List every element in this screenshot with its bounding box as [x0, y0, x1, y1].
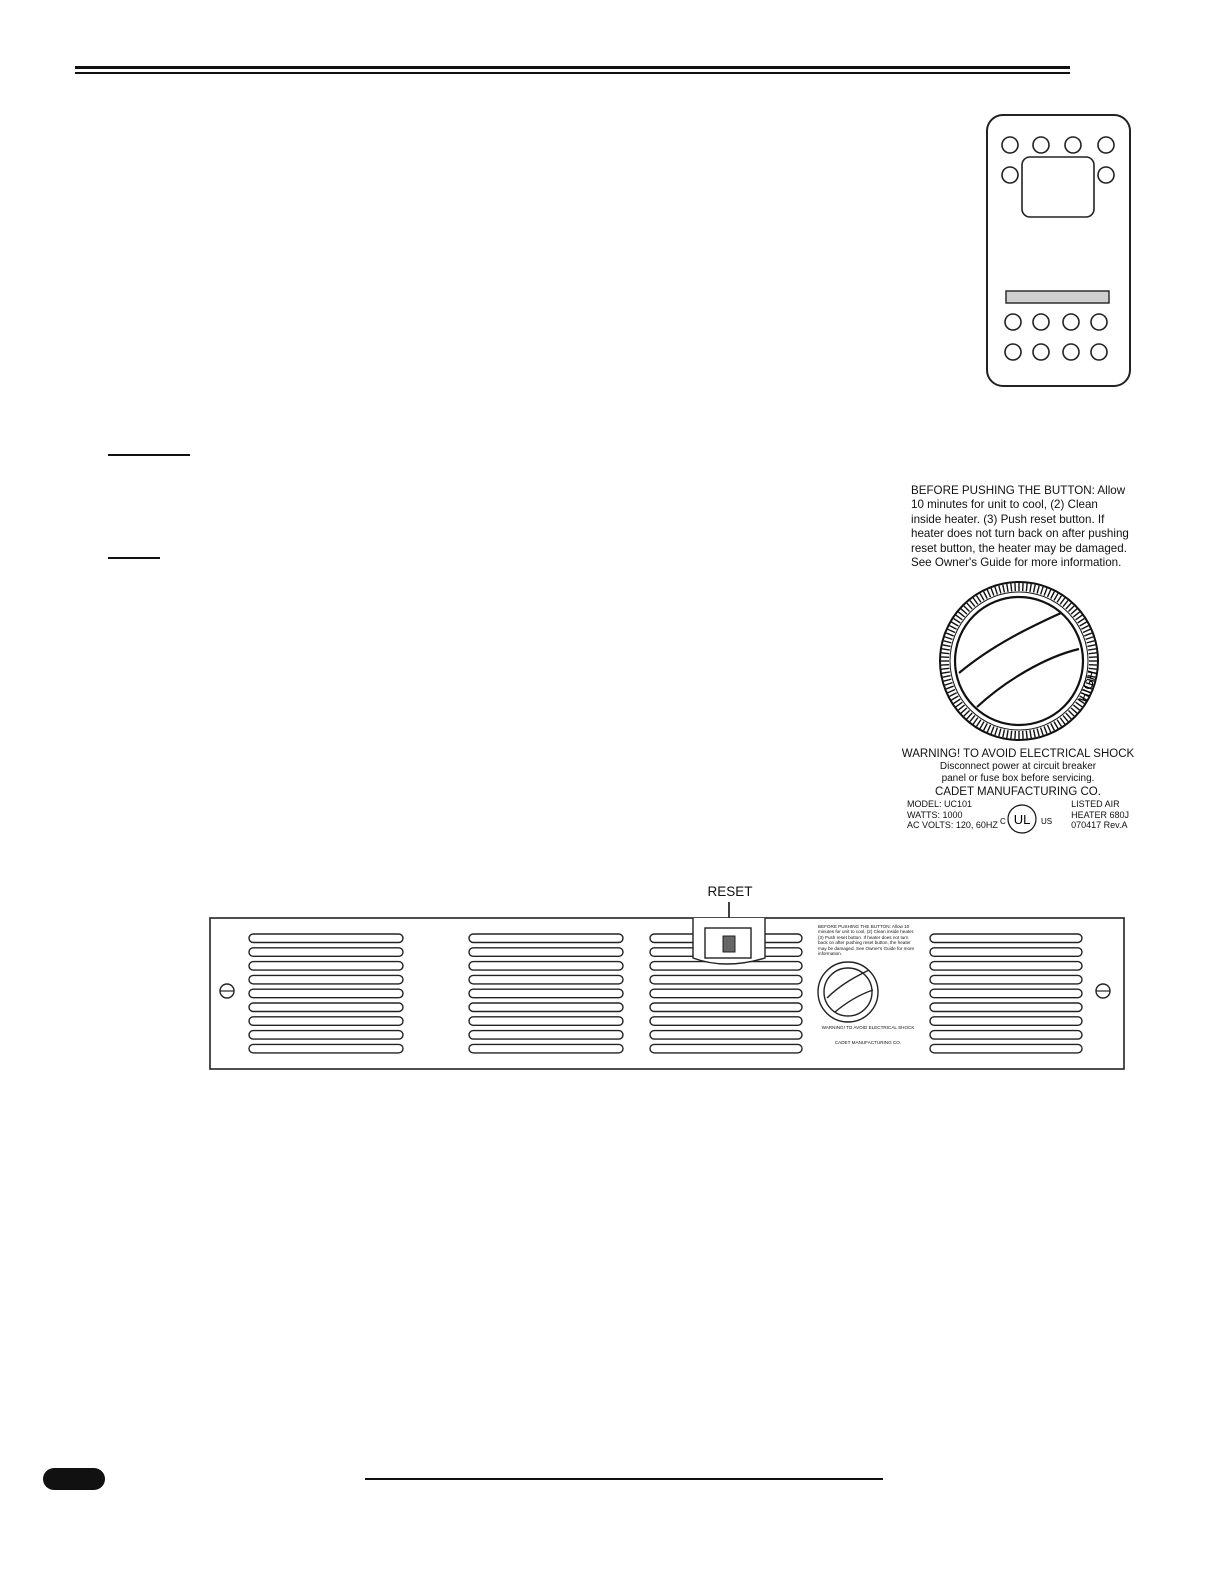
dial-tick: [1041, 587, 1043, 595]
dial-tick: [1007, 584, 1008, 592]
dial-tick: [1080, 622, 1087, 626]
dial-tick: [995, 728, 997, 736]
dial-tick: [1030, 584, 1031, 592]
dial-tick: [970, 715, 975, 721]
warning-block: [898, 748, 1138, 799]
grille-slot: [469, 1044, 623, 1053]
dial-tick: [1041, 728, 1043, 736]
dial-tick: [1034, 585, 1036, 593]
dial-tick: [961, 609, 967, 614]
dial-tick: [999, 586, 1001, 594]
dial-tick: [1003, 585, 1005, 593]
grille-slot: [249, 1031, 403, 1040]
dial-tick: [1089, 668, 1097, 669]
dial-tick: [977, 720, 981, 727]
dial-tick: [1037, 729, 1039, 737]
warning-title: WARNING! TO AVOID ELECTRICAL SHOCK: [901, 748, 1135, 760]
dial-tick: [987, 590, 990, 597]
grille-slot: [930, 948, 1082, 957]
dial-tick: [967, 603, 972, 609]
spec-model: MODEL: UC101: [907, 799, 973, 809]
grille-slot: [469, 975, 623, 984]
dial-tick: [995, 587, 997, 595]
dial-tick: [944, 641, 952, 643]
dial-tick: [961, 708, 967, 713]
grille-slot: [930, 1031, 1082, 1040]
dial-tick: [980, 593, 984, 600]
dial-tick: [950, 626, 957, 630]
grille-slot: [930, 934, 1082, 943]
dial-tick: [1071, 708, 1077, 713]
grille-slot: [469, 934, 623, 943]
mini-label-warning: WARNING! TO AVOID ELECTRICAL SHOCK: [821, 1025, 915, 1030]
dial-tick: [984, 723, 988, 730]
page-number-tab: [43, 1468, 105, 1490]
dial-tick: [951, 696, 958, 700]
dial-tick: [1054, 593, 1058, 600]
dial-tick: [1051, 723, 1055, 730]
listed-line-3: 070417 Rev.A: [1071, 820, 1128, 830]
company-name: CADET MANUFACTURING CO.: [935, 786, 1101, 798]
dial-tick: [956, 615, 962, 620]
dial-tick: [944, 679, 952, 681]
listed-line-2: HEATER 680J: [1071, 809, 1129, 820]
dial-tick: [943, 676, 951, 678]
mini-label-instructions: BEFORE PUSHING THE BUTTON: Allow 10 minutes for unit to cool, (2) Clean inside heater. (3) Push reset button. If heater does not turn back on after pushing reset button, the heater may be damaged. See Owner's Guide for more information.: [818, 924, 915, 957]
grille-slot: [930, 975, 1082, 984]
dial-tick: [943, 645, 951, 647]
dial-tick: [948, 689, 955, 692]
grille-slot: [469, 1017, 623, 1026]
dial-tick: [1057, 720, 1061, 727]
dial-tick: [1087, 645, 1095, 647]
dial-tick: [1026, 583, 1027, 591]
grille-slot: [249, 962, 403, 971]
dial-tick: [942, 649, 950, 650]
spec-watts: WATTS: 1000: [907, 809, 963, 820]
dial-tick: [1060, 718, 1065, 724]
dial-tick: [1076, 615, 1082, 620]
dial-tick: [1030, 730, 1031, 738]
dial-tick: [991, 726, 994, 733]
dial-tick: [1044, 726, 1047, 733]
grille-slot: [930, 1003, 1082, 1012]
grille-slot: [249, 934, 403, 943]
warning-line-1: Disconnect power at circuit breaker: [939, 761, 1097, 772]
grille-slot: [930, 1044, 1082, 1053]
listed-line-1: LISTED AIR: [1071, 799, 1120, 809]
dial-tick: [950, 693, 957, 697]
grille-slot: [650, 1017, 802, 1026]
dial-tick: [1086, 637, 1094, 639]
dial-tick: [1011, 731, 1012, 739]
ul-mark-icon: [996, 800, 1056, 840]
dial-tick: [945, 637, 953, 639]
dial-tick: [980, 722, 984, 729]
dial-tick: [1066, 713, 1071, 719]
dial-tick: [1071, 609, 1077, 614]
warning-line-2: panel or fuse box before servicing.: [941, 772, 1095, 784]
grille-slot: [249, 989, 403, 998]
grille-slot: [469, 1003, 623, 1012]
dial-tick: [984, 592, 988, 599]
heading-underline: [108, 454, 190, 456]
dial-tick: [1078, 619, 1085, 623]
temperature-dial: [935, 577, 1103, 745]
dial-tick: [1084, 633, 1091, 636]
grille-slot: [650, 1003, 802, 1012]
dial-tick: [941, 653, 949, 654]
dial-tick: [1088, 649, 1096, 650]
dial-tick: [1044, 588, 1047, 595]
svg-text:UL: UL: [1013, 812, 1031, 827]
grille-slot: [249, 1017, 403, 1026]
dial-tick: [991, 588, 994, 595]
dial-tick: [945, 683, 953, 685]
grille-slot: [650, 1031, 802, 1040]
dial-tick: [1011, 583, 1012, 591]
grille-slot: [249, 948, 403, 957]
dial-tick: [954, 699, 961, 703]
reset-label: RESET: [707, 884, 753, 899]
dial-tick: [1051, 592, 1055, 599]
dial-tick: [970, 600, 975, 606]
grille-slot: [469, 989, 623, 998]
dial-tick: [1047, 590, 1050, 597]
grille-slot: [930, 989, 1082, 998]
dial-tick: [964, 606, 970, 612]
dial-tick: [999, 729, 1001, 737]
header-rule: [75, 66, 1070, 75]
dial-tick: [1073, 705, 1079, 710]
heater-front-diagram: [205, 900, 1135, 1075]
dial-tick: [946, 633, 953, 636]
dial-tick: [1047, 725, 1050, 732]
dial-tick: [1076, 702, 1082, 707]
heading-underline: [108, 557, 160, 559]
dial-tick: [954, 619, 961, 623]
dial-tick: [1003, 729, 1005, 737]
svg-text:C: C: [1000, 817, 1006, 826]
dial-high-label: HIGH: [1075, 668, 1100, 704]
dial-tick: [948, 629, 955, 632]
spec-volts: AC VOLTS: 120, 60HZ: [907, 820, 998, 830]
dial-tick: [1089, 653, 1097, 654]
dial-tick: [1054, 722, 1058, 729]
dial-tick: [973, 598, 978, 604]
dial-tick: [958, 612, 964, 617]
footer-rule: [365, 1478, 883, 1480]
dial-tick: [958, 705, 964, 710]
grille-slot: [650, 975, 802, 984]
dial-tick: [1026, 731, 1027, 739]
label-instructions: BEFORE PUSHING THE BUTTON: Allow 10 minutes for unit to cool, (2) Clean inside heater. (3) Push reset button. If heater does not turn back on after pushing reset button, the heater may be damaged. See Owner's Guide for more information.: [911, 484, 1129, 570]
dial-tick: [1073, 612, 1079, 617]
dial-tick: [942, 672, 950, 673]
dial-tick: [967, 713, 972, 719]
dial-tick: [1057, 596, 1061, 603]
dial-tick: [956, 702, 962, 707]
svg-text:US: US: [1041, 817, 1053, 826]
grille-slot: [469, 962, 623, 971]
dial-tick: [1034, 729, 1036, 737]
cover-plate-diagram: [985, 113, 1133, 389]
dial-tick: [1063, 600, 1068, 606]
dial-tick: [1081, 626, 1088, 630]
dial-tick: [951, 622, 958, 626]
dial-tick: [946, 686, 953, 689]
grille-slot: [469, 948, 623, 957]
dial-tick: [1060, 598, 1065, 604]
dial-tick: [1007, 730, 1008, 738]
dial-tick: [977, 596, 981, 603]
dial-tick: [987, 725, 990, 732]
grille-slot: [249, 1003, 403, 1012]
grille-slot: [249, 975, 403, 984]
grille-slot: [930, 1017, 1082, 1026]
dial-tick: [1068, 710, 1074, 716]
dial-tick: [964, 710, 970, 716]
dial-tick: [1063, 715, 1068, 721]
grille-slot: [650, 1044, 802, 1053]
grille-slot: [249, 1044, 403, 1053]
dial-tick: [1087, 641, 1095, 643]
grille-slot: [650, 989, 802, 998]
dial-tick: [1068, 606, 1074, 612]
dial-tick: [1083, 629, 1090, 632]
dial-tick: [973, 718, 978, 724]
dial-tick: [1066, 603, 1071, 609]
dial-tick: [941, 668, 949, 669]
grille-slot: [469, 1031, 623, 1040]
grille-slot: [930, 962, 1082, 971]
mini-label-company: CADET MANUFACTURING CO.: [834, 1040, 902, 1045]
dial-tick: [1037, 586, 1039, 594]
